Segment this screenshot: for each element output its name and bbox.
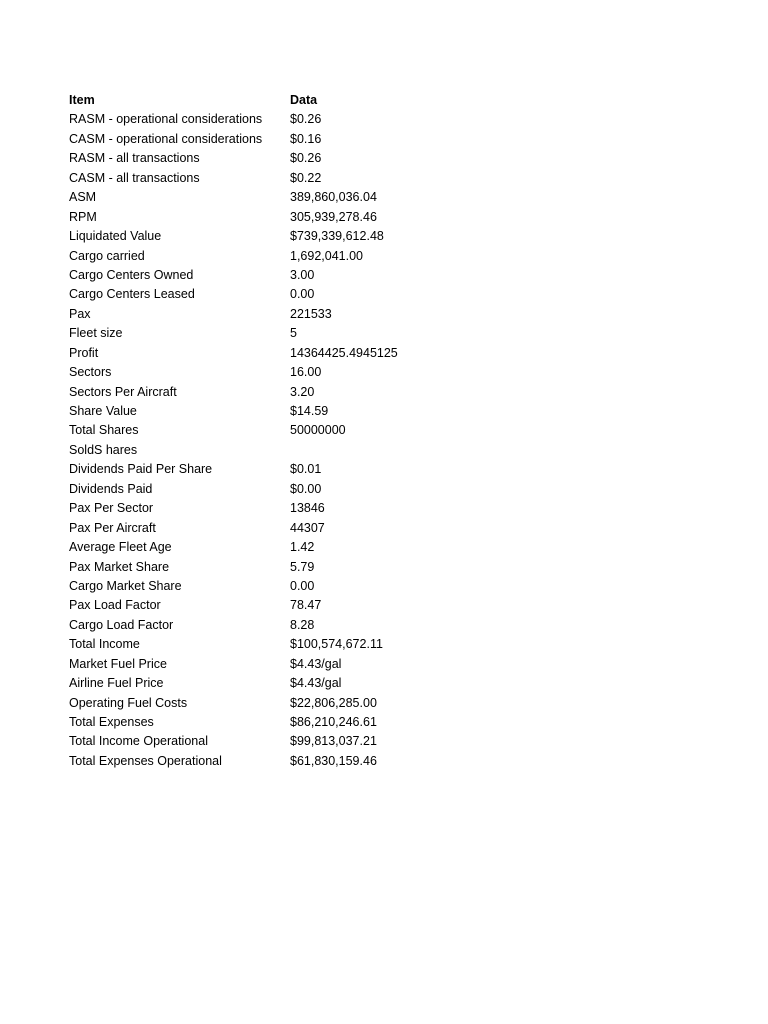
table-row [69,208,709,227]
row-data-value: $86,210,246.61 [290,715,377,729]
table-row [69,324,709,343]
table-row [69,519,709,538]
row-item-label: RASM - all transactions [69,151,200,166]
row-data-value: $99,813,037.21 [290,734,377,749]
row-item-label: Operating Fuel Costs [69,695,188,710]
table-row [69,655,709,674]
table-row [69,169,709,188]
table-row [69,247,709,266]
row-data-value: 44307 [290,520,325,535]
table-row [69,577,709,596]
row-data-value: 5.79 [290,559,315,574]
row-item-label: Total Expenses [69,715,154,729]
row-item-label: Total Shares [69,423,139,438]
table-row [69,305,709,324]
table-row [69,285,709,304]
row-item-label: CASM - all transactions [69,170,200,185]
header-data: Data [290,93,318,107]
row-data-value: $0.01 [290,462,322,477]
row-data-value [290,441,590,460]
row-item-label: RPM [69,209,97,224]
row-data-value: 5 [290,326,297,341]
data-table [69,91,709,771]
row-data-value: 3.00 [290,267,315,282]
table-row [69,732,709,751]
table-row [69,110,709,129]
row-data-value: $14.59 [290,404,329,418]
row-data-value: 0.00 [290,287,315,302]
row-data-value: 14364425.4945125 [290,345,398,360]
row-item-label: Cargo Centers Leased [69,287,195,302]
table-row [69,752,709,771]
row-data-value: $0.26 [290,151,322,166]
row-item-label: SoldS hares [69,442,138,457]
table-row [69,344,709,363]
table-row [69,460,709,479]
row-item-label: Pax Load Factor [69,598,161,613]
table-row [69,616,709,635]
table-row [69,441,709,460]
row-data-value: 13846 [290,501,325,516]
row-item-label: Profit [69,345,99,360]
table-row [69,130,709,149]
table-header-row [69,91,709,110]
table-row [69,188,709,207]
row-item-label: Pax Market Share [69,559,170,574]
table-row [69,227,709,246]
row-item-label: Market Fuel Price [69,656,167,671]
table-row [69,694,709,713]
row-data-value: $739,339,612.48 [290,229,384,244]
row-data-value: 1.42 [290,540,315,555]
row-data-value: 0.00 [290,578,315,593]
table-row [69,538,709,557]
row-data-value: 50000000 [290,423,346,438]
table-row [69,635,709,654]
table-row [69,149,709,168]
table-row [69,266,709,285]
row-data-value: 16.00 [290,365,322,380]
row-data-value: $22,806,285.00 [290,695,377,710]
row-item-label: Cargo carried [69,248,145,263]
row-item-label: Pax [69,306,91,321]
row-item-label: Total Income Operational [69,734,208,749]
table-row [69,383,709,402]
table-row [69,674,709,693]
row-item-label: RASM - operational considerations [69,112,263,127]
row-data-value: $61,830,159.46 [290,753,377,768]
table-row [69,421,709,440]
row-item-label: Share Value [69,404,137,418]
row-item-label: ASM [69,190,97,205]
row-data-value: $4.43/gal [290,656,342,671]
table-row [69,480,709,499]
table-row [69,363,709,382]
row-item-label: Total Expenses Operational [69,753,222,768]
row-data-value: 3.20 [290,384,315,399]
row-item-label: Dividends Paid [69,481,153,496]
table-row [69,713,709,732]
row-data-value: 305,939,278.46 [290,209,377,224]
row-item-label: Dividends Paid Per Share [69,462,213,477]
row-item-label: Sectors Per Aircraft [69,384,177,399]
row-item-label: Fleet size [69,326,123,341]
table-row [69,499,709,518]
row-data-value: 389,860,036.04 [290,190,377,205]
table-row [69,402,709,421]
row-data-value: 221533 [290,306,332,321]
row-item-label: Pax Per Sector [69,501,154,516]
row-data-value: $0.22 [290,170,322,185]
table-row [69,596,709,615]
row-item-label: Airline Fuel Price [69,676,164,691]
row-data-value: 8.28 [290,617,315,632]
row-item-label: Liquidated Value [69,229,162,244]
row-item-label: Cargo Market Share [69,578,182,593]
row-data-value: $0.00 [290,481,322,496]
row-item-label: Average Fleet Age [69,540,172,555]
row-data-value: $0.26 [290,112,322,127]
row-data-value: 1,692,041.00 [290,248,363,263]
header-item: Item [69,93,95,107]
row-item-label: Cargo Centers Owned [69,267,194,282]
row-item-label: Sectors [69,365,112,380]
row-item-label: Total Income [69,637,140,652]
row-item-label: CASM - operational considerations [69,131,263,146]
row-data-value: $100,574,672.11 [290,637,383,652]
table-body [69,110,709,771]
row-data-value: $0.16 [290,131,322,146]
row-item-label: Pax Per Aircraft [69,520,156,535]
row-data-value: $4.43/gal [290,676,342,691]
table-row [69,558,709,577]
row-item-label: Cargo Load Factor [69,617,174,632]
row-data-value: 78.47 [290,598,322,613]
